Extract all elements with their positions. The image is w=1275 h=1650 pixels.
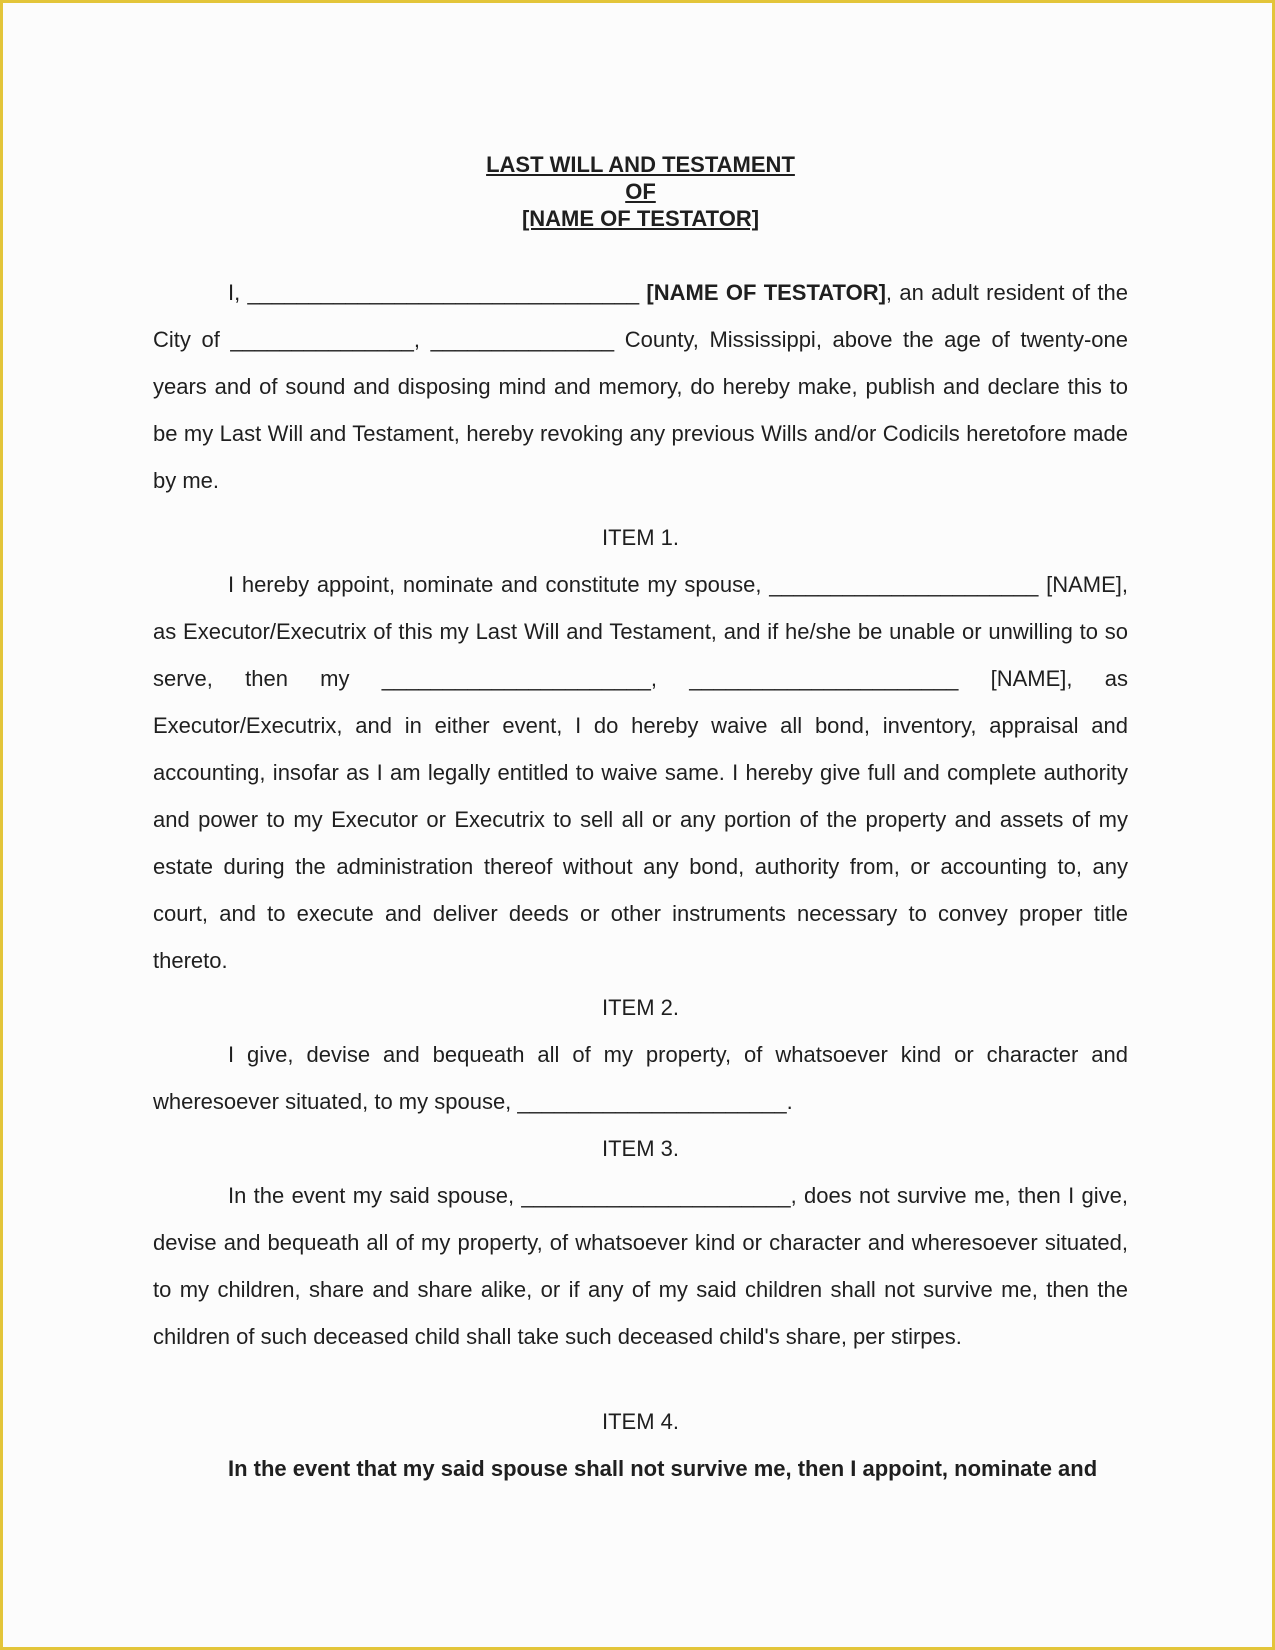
title-line-2: OF xyxy=(625,179,656,204)
item-4-heading: ITEM 4. xyxy=(601,1409,679,1434)
item-4-text: In the event that my said spouse shall not survive me, then I appoint, nominate and xyxy=(228,1456,1098,1481)
title-line-1: LAST WILL AND TESTAMENT xyxy=(486,152,795,177)
title-line-3: [NAME OF TESTATOR] xyxy=(521,206,760,231)
item-3-text: In the event my said spouse, ______________________, does not survive me, then I give, devise and bequeath all of my property, of whatsoever kind or character and wheresoever situated, to my children, share and share alike, or if any of my said children shall not survive me, then the children of such deceased child shall take such deceased child's share, per stirpes. xyxy=(153,1183,1128,1349)
document-page xyxy=(153,151,1128,1492)
intro-prefix: I, ________________________________ xyxy=(228,280,647,305)
item-3-heading: ITEM 3. xyxy=(601,1136,679,1161)
intro-body: , an adult resident of the City of _______________, _______________ County, Mississippi, above the age of twenty-one years and of sound and disposing mind and memory, do hereby make, publish and declare this to be my Last Will and Testament, hereby revoking any previous Wills and/or Codicils heretofore made by me. xyxy=(153,280,1129,493)
testator-name: [NAME OF TESTATOR] xyxy=(646,280,886,305)
item-1-heading: ITEM 1. xyxy=(601,525,679,550)
item-2-text: I give, devise and bequeath all of my property, of whatsoever kind or character and wheresoever situated, to my spouse, ______________________. xyxy=(153,1042,1128,1114)
item-2-heading: ITEM 2. xyxy=(601,995,679,1020)
intro-paragraph xyxy=(153,269,1128,504)
item-1-text: I hereby appoint, nominate and constitute my spouse, ______________________ [NAME], as Executor/Executrix of this my Last Will and Testament, and if he/she be unable or unwilling to so serve, then my ______________________, ______________________ [NAME], as Executor/Executrix, and in either event, I do hereby waive all bond, inventory, appraisal and accounting, insofar as I am legally entitled to waive same. I hereby give full and complete authority and power to my Executor or Executrix to sell all or any portion of the property and assets of my estate during the administration thereof without any bond, authority from, or accounting to, any court, and to execute and deliver deeds or other instruments necessary to convey proper title thereto. xyxy=(153,572,1128,973)
